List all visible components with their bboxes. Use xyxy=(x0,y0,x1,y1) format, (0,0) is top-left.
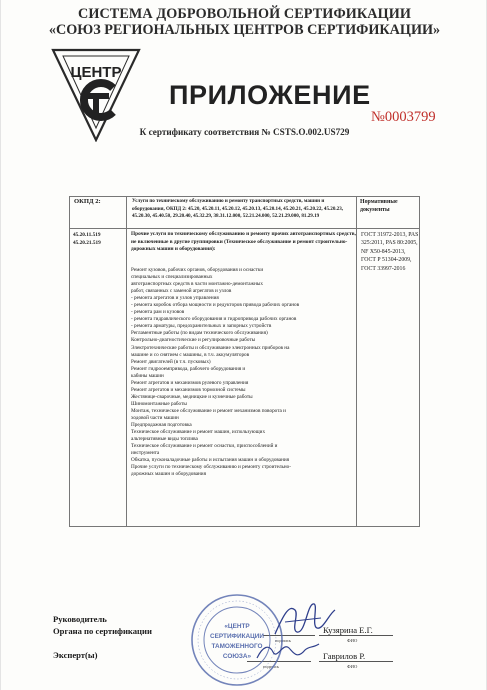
services-subheading: Прочие услуги по техническому обслуживанию и ремонту прочих автотранспортных средств, не включенные в другие группировки (Техническое обслуживание и ремонт строительно-дорожных машин и оборудования): xyxy=(131,231,356,253)
okpd-codes xyxy=(73,231,101,247)
column-header-services: Услуги по техническому обслуживанию и ремонту транспортных средств, машин и оборудования, ОКПД 2: 45.20, 45.20.11, 45.20.12, 45.20.13, 45.20.14, 45.20.21, 45.20.22, 45.20.23, 45.20.30, 45.40.50, 29.20.40, 45.32.29, 38.31.12.000, 52.21.24.000, 52.21.29.000, 81.29.19 xyxy=(132,198,344,219)
services-list xyxy=(131,267,356,478)
service-line: - ремонта гидравлического оборудования и гидропривода рабочих органов xyxy=(131,316,297,323)
column-header-norms: Нормативные документы xyxy=(360,199,398,214)
service-line: альтернативные виды топлива xyxy=(131,436,198,443)
expert-name: Гаврилов Р. xyxy=(323,651,366,661)
service-line: Шиномонтажные работы xyxy=(131,400,187,407)
logo-text: ЦЕНТР xyxy=(70,64,122,81)
appendix-number xyxy=(371,109,436,126)
service-line: инструмента xyxy=(131,450,160,457)
expert-signature xyxy=(253,638,323,666)
head-label-line1: Руководитель xyxy=(53,614,107,624)
service-line: Регламентные работы (по видам технического обслуживания) xyxy=(131,330,268,337)
number-prefix: № xyxy=(371,109,385,125)
header-line-1: СИСТЕМА ДОБРОВОЛЬНОЙ СЕРТИФИКАЦИИ xyxy=(77,6,412,22)
services-table xyxy=(69,196,420,527)
service-line: Ремонт агрегатов и механизмов рулевого управления xyxy=(131,379,249,386)
number-value: 0003799 xyxy=(384,109,436,125)
normative-documents: ГОСТ 31972-2013, PAS 325:2011, PAS 80:2005, NF X50-845-2013, ГОСТ Р 51304-2009, ГОСТ 33997-2016 xyxy=(361,232,419,272)
certificate-reference: К сертификату соответствия № CSTS.O.002.US729 xyxy=(139,127,350,137)
header-line-2: «СОЮЗ РЕГИОНАЛЬНЫХ ЦЕНТРОВ СЕРТИФИКАЦИИ» xyxy=(48,22,441,38)
page-title: ПРИЛОЖЕНИЕ xyxy=(169,80,371,110)
service-line: Контрольно-диагностические и регулировочные работы xyxy=(131,337,256,344)
head-label-line2: Органа по сертификации xyxy=(53,626,152,636)
column-header-okpd: ОКПД 2: xyxy=(74,198,101,205)
service-line: ходовой части машин xyxy=(131,414,179,421)
service-line: автотранспортных средств в части монтажно-демонтажных xyxy=(131,281,263,288)
head-fio-caption: ФИО xyxy=(347,638,358,643)
stamp-line: СЕРТИФИКАЦИИ xyxy=(210,633,264,640)
head-of-body-label xyxy=(53,613,152,637)
stamp-line: СОЮЗА» xyxy=(222,653,252,660)
service-line: Ремонт двигателей (в т.ч. пусковых) xyxy=(131,358,211,365)
service-line: Техническое обслуживание и ремонт оснастки, приспособлений и xyxy=(131,443,278,450)
service-line: Ремонт гидрооемпривода, рабочего оборудования и xyxy=(131,365,246,372)
stamp-line: ТАМОЖЕННОГО xyxy=(211,643,263,650)
service-line: кабины машин xyxy=(131,372,164,379)
head-name: Кузярина Е.Г. xyxy=(323,625,373,635)
head-signature xyxy=(271,596,341,642)
service-line: Монтаж, техническое обслуживание и ремонт механизмов поворота и xyxy=(131,407,286,414)
expert-fio-caption: ФИО xyxy=(347,664,358,669)
service-line: дорожных машин и оборудования xyxy=(131,471,206,478)
expert-signature-caption: подпись xyxy=(263,664,280,669)
col-divider-2 xyxy=(356,197,357,526)
service-line: Электротехнические работы и обслуживание электронных приборов на xyxy=(131,344,290,351)
service-line: работ, связанных с заменой агрегатов и узлов xyxy=(131,288,232,295)
service-line: Прочие услуги по техническому обслуживанию и ремонту строительно- xyxy=(131,464,291,471)
col-divider-1 xyxy=(126,197,127,526)
service-line: - ремонта агрегатов и узлов управления xyxy=(131,295,219,302)
service-line: Жестянице-сварочные, медницкие и кузнечные работы xyxy=(131,393,253,400)
service-line: Техническое обслуживание и ремонт машин, использующих xyxy=(131,429,266,436)
service-line: - ремонта рам и кузовов xyxy=(131,309,185,316)
header-divider xyxy=(70,228,419,229)
okpd-code: 45.20.21.519 xyxy=(73,240,101,246)
service-line: - ремонта арматуры, предохранительных и запорных устройств xyxy=(131,323,272,330)
service-line: - ремонта коробок отбора мощности и редукторов привода рабочих органов xyxy=(131,302,300,309)
expert-fio-line xyxy=(319,661,393,662)
service-line: Предпродажная подготовка xyxy=(131,422,192,429)
okpd-code: 45.20.11.519 xyxy=(73,232,101,238)
expert-label: Эксперт(ы) xyxy=(53,650,98,660)
service-line: машине и со снятием с машины, в т.ч. аккумуляторов xyxy=(131,351,250,358)
service-line: специальных и специализированных xyxy=(131,274,213,281)
service-line: Ремонт агрегатов и механизмов тормозной системы xyxy=(131,386,246,393)
stamp-line: «ЦЕНТР xyxy=(224,623,250,630)
service-line: Обкатка, пусконаладочные работы и испытания машин и оборудования xyxy=(131,457,290,464)
service-line: Ремонт кузовов, рабочих органов, оборудования и оснастки xyxy=(131,267,264,273)
head-signature-caption: подпись xyxy=(275,638,292,643)
